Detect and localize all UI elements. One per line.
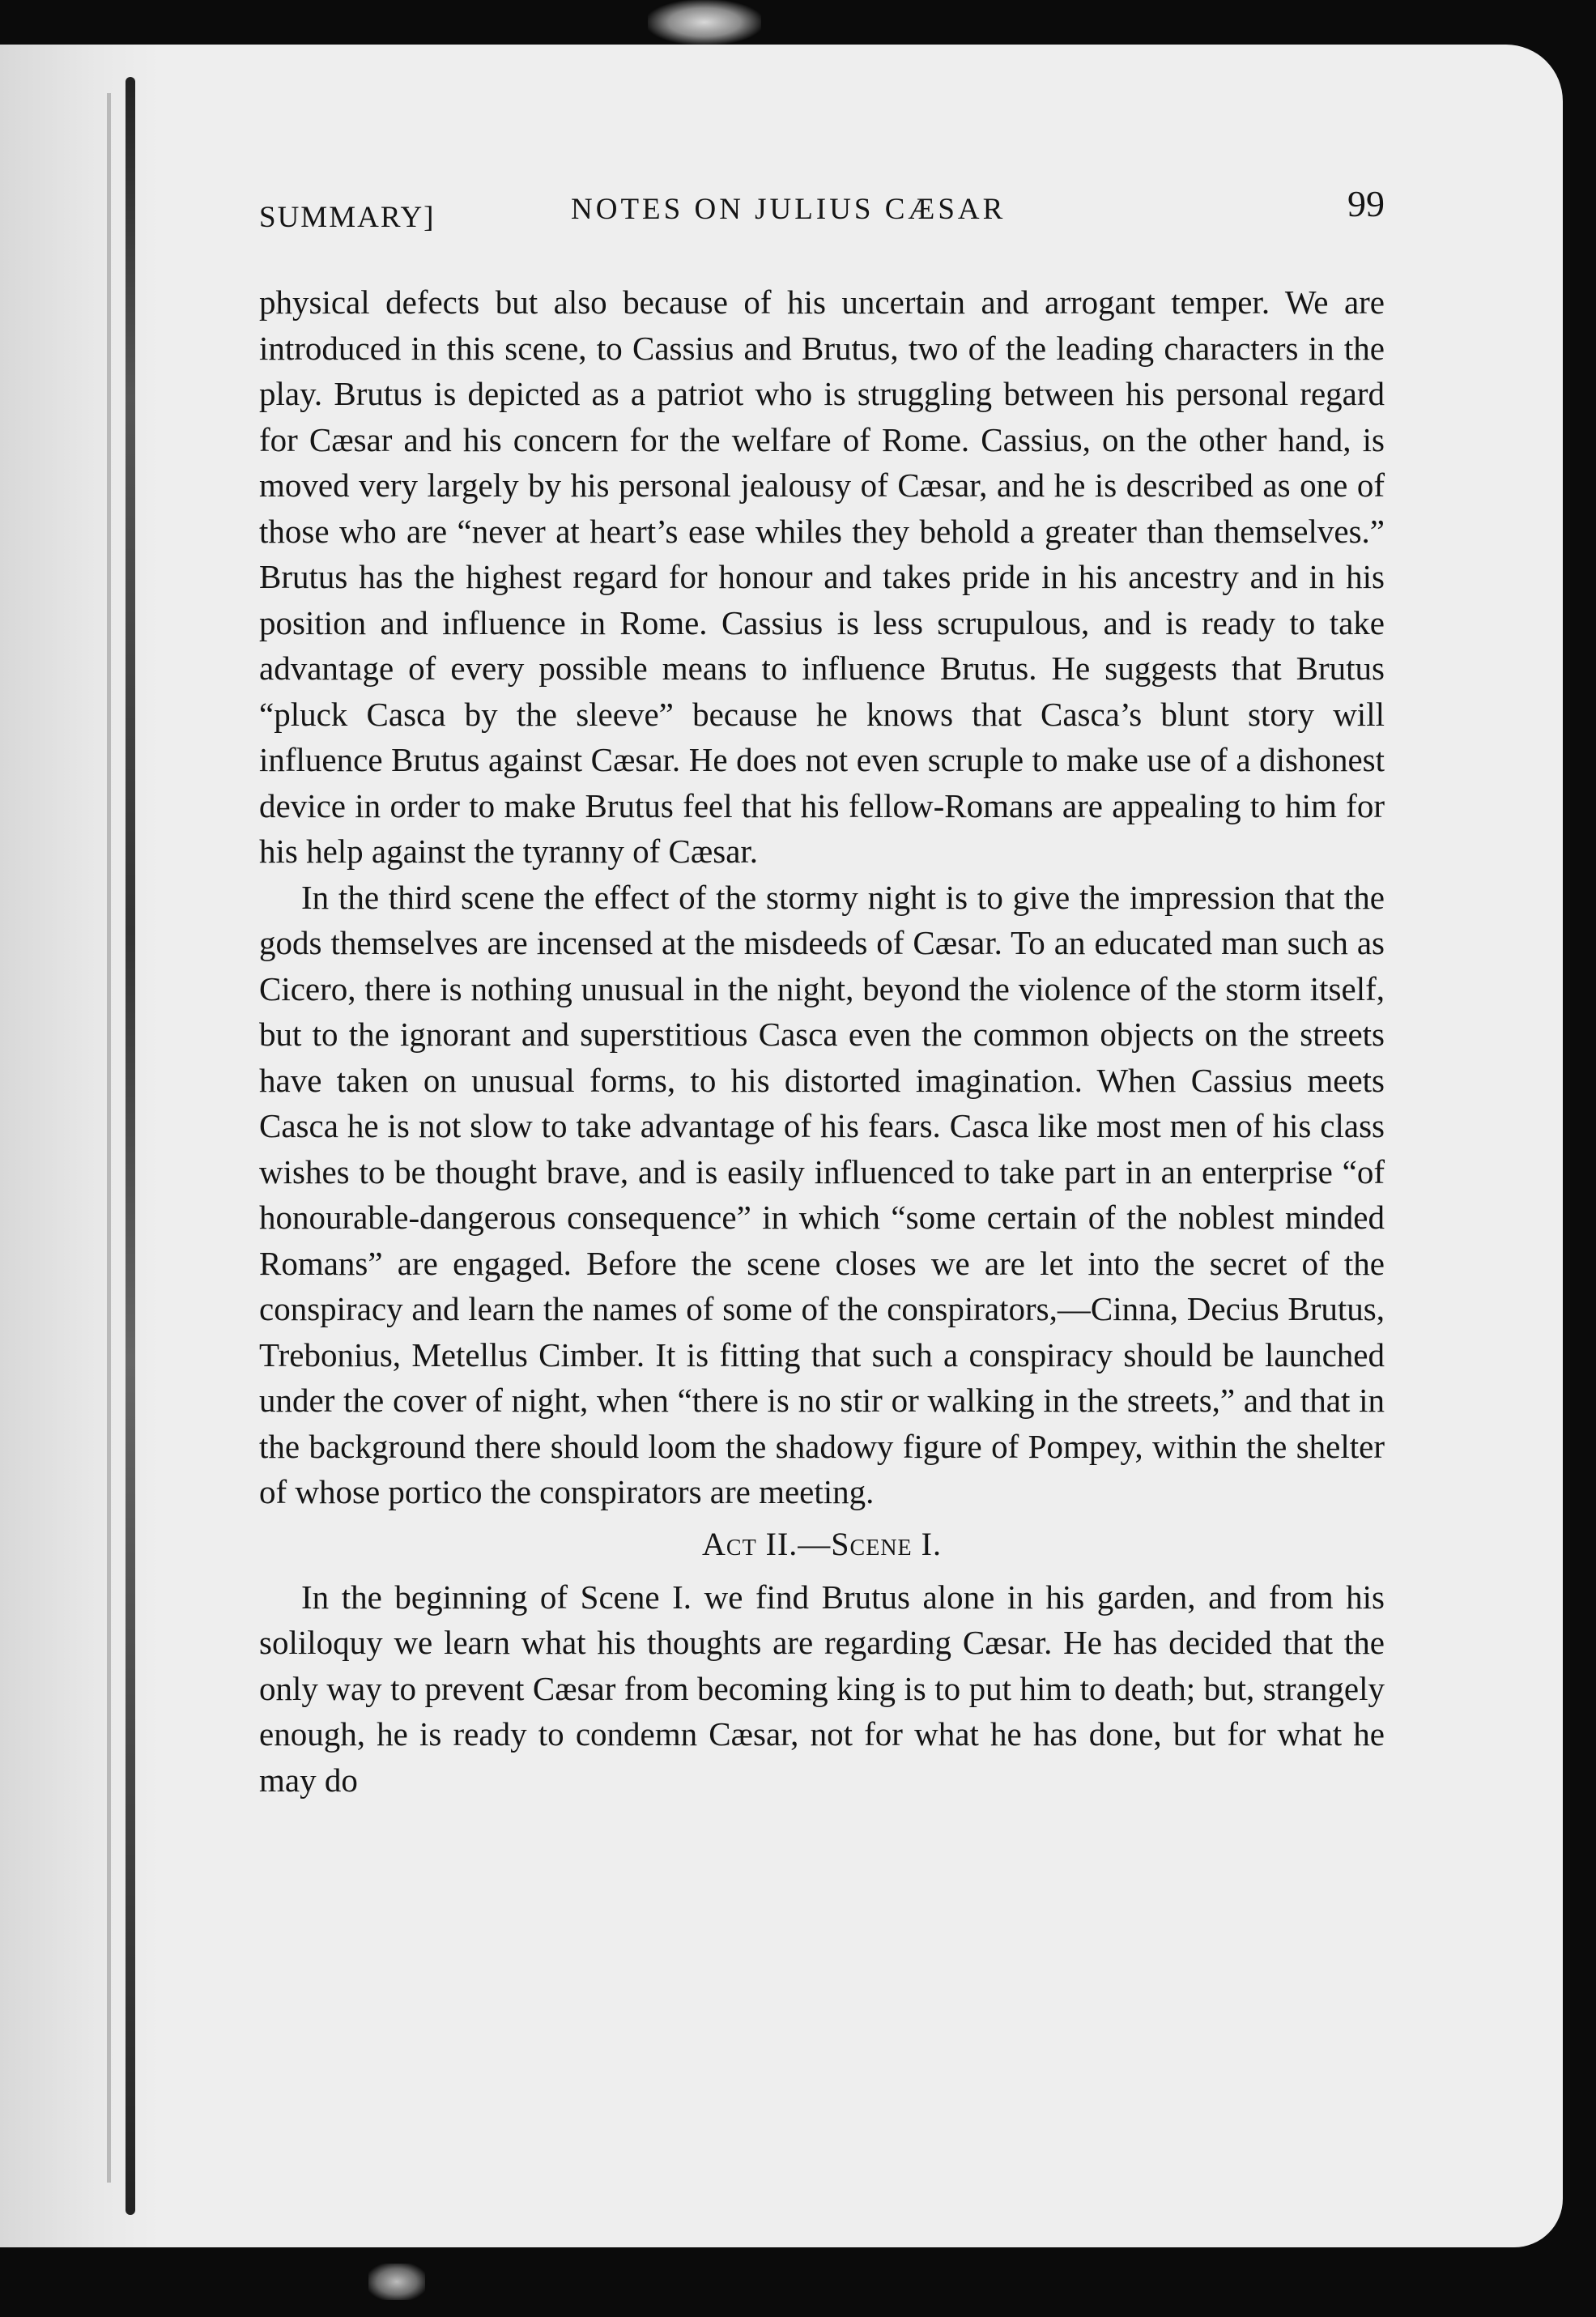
ink-blot-top: [648, 0, 761, 45]
page-number: 99: [1347, 183, 1385, 224]
paragraph-continued: physical defects but also because of his uncertain and arrogant temper. We are introduced in this scene, to Cassius and Brutus, two of the leading characters in the play. Brutus is depicted as a patriot who is struggling between his personal regard for Cæsar and his concern for the welfare of Rome. Cassius, on the other hand, is moved very largely by his personal jealousy of Cæsar, and he is described as one of those who are “never at heart’s ease whiles they behold a greater than themselves.” Brutus has the highest regard for honour and takes pride in his ancestry and in his position and influence in Rome. Cassius is less scrupulous, and is ready to take advantage of every possible means to influence Brutus. He suggests that Brutus “pluck Casca by the sleeve” because he knows that Casca’s blunt story will influence Brutus against Cæsar. He does not even scruple to make use of a dishonest device in order to make Brutus feel that his fellow-Romans are appealing to him for his help against the tyranny of Cæsar.: [259, 283, 1385, 870]
spine-edge: [126, 77, 135, 2215]
page-binding-shadow: [0, 45, 162, 2247]
page-content: [259, 182, 1385, 1803]
section-heading: Act II.—Scene I.: [702, 1525, 942, 1562]
spine-edge-faint: [107, 93, 111, 2183]
ink-blot-bottom: [368, 2264, 425, 2300]
paragraph-act-two: In the beginning of Scene I. we find Brutus alone in his garden, and from his soliloquy we learn what his thoughts are regarding Cæsar. He has decided that the only way to prevent Cæsar from becoming king is to put him to death; but, strangely enough, he is ready to condemn Cæsar, not for what he has done, but for what he may do: [259, 1578, 1385, 1799]
running-head: [259, 182, 1385, 247]
book-page: [0, 45, 1563, 2247]
paragraph-third-scene: In the third scene the effect of the stormy night is to give the impression that the gods themselves are incensed at the misdeeds of Cæsar. To an educated man such as Cicero, there is nothing unusual in the night, beyond the violence of the storm itself, but to the ignorant and superstitious Casca even the common objects on the streets have taken on unusual forms, to his distorted imagination. When Cassius meets Casca he is not slow to take advantage of his fears. Casca like most men of his class wishes to be thought brave, and is easily influenced to take part in an enterprise “of honourable-dangerous consequence” in which “some certain of the noblest minded Romans” are engaged. Before the scene closes we are let into the secret of the conspiracy and learn the names of some of the conspirators,—Cinna, Decius Brutus, Trebonius, Metellus Cimber. It is fitting that such a conspiracy should be launched under the cover of night, when “there is no stir or walking in the streets,” and that in the background there should loom the shadowy figure of Pompey, within the shelter of whose portico the conspirators are meeting.: [259, 878, 1385, 1510]
running-head-title: NOTES ON JULIUS CÆSAR: [571, 193, 1007, 226]
running-head-section: SUMMARY]: [259, 201, 436, 234]
